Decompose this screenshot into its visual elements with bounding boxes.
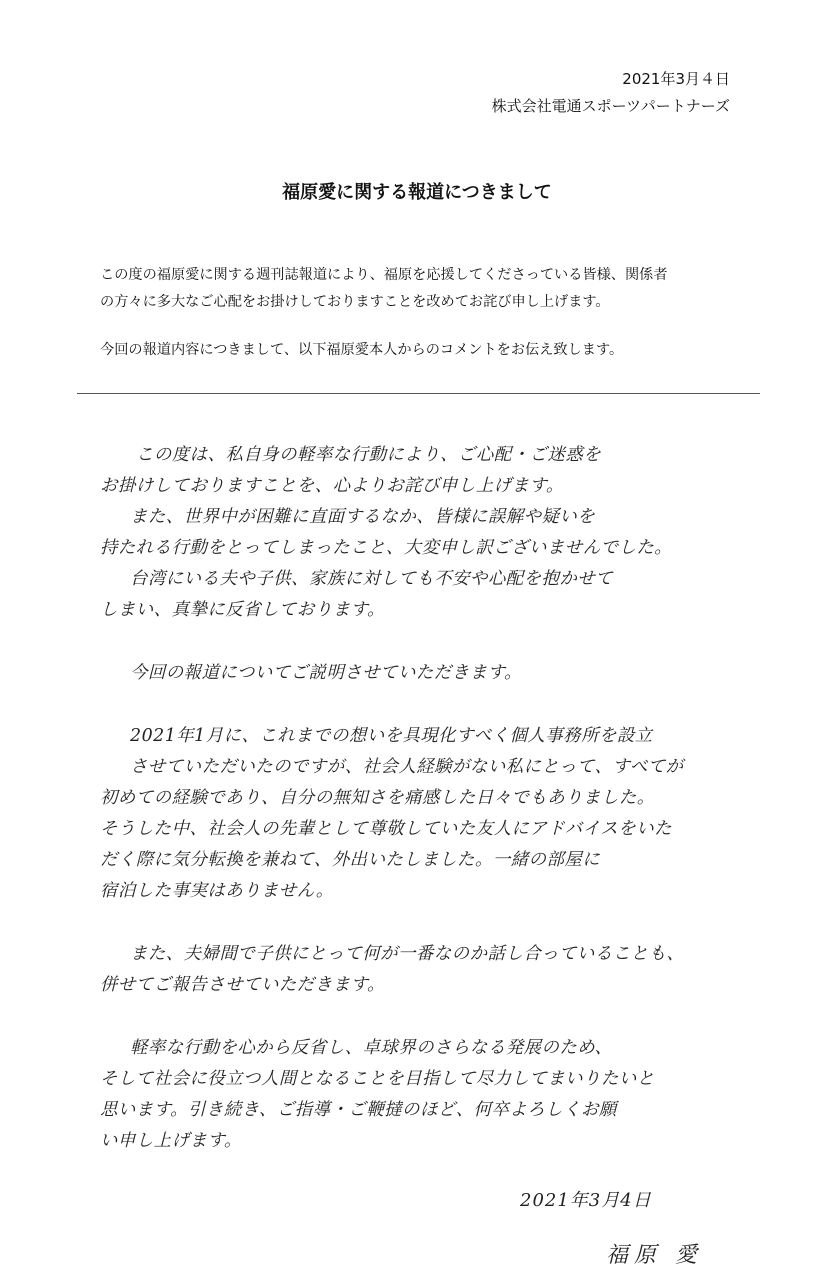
- letter-line: 思います。引き続き、ご指導・ご鞭撻のほど、何卒よろしくお願: [100, 1100, 617, 1120]
- letter-line: させていただいたのですが、社会人経験がない私にとって、すべてが: [130, 757, 684, 777]
- page-title: 福原愛に関する報道につきまして: [282, 182, 552, 203]
- letter-line: また、世界中が困難に直面するなか、皆様に誤解や疑いを: [130, 507, 596, 527]
- letter-line: 今回の報道についてご説明させていただきます。: [130, 663, 522, 683]
- letter-line: しまい、真摯に反省しております。: [100, 600, 385, 620]
- divider: [77, 393, 760, 394]
- letter-line: 持たれる行動をとってしまったこと、大変申し訳ございませんでした。: [100, 538, 673, 558]
- letter-line: い申し上げます。: [100, 1131, 242, 1151]
- letter-paragraph-3: [100, 721, 760, 907]
- letter-line: お掛けしておりますことを、心よりお詫び申し上げます。: [100, 476, 564, 496]
- intro-paragraph-1: [100, 262, 760, 316]
- company-name: 株式会社電通スポーツパートナーズ: [491, 97, 730, 115]
- letter-line: 初めての経験であり、自分の無知さを痛感した日々でもありました。: [100, 788, 655, 808]
- intro-line: の方々に多大なご心配をお掛けしておりますことを改めてお詫び申し上げます。: [100, 294, 610, 310]
- letter-paragraph-2: [100, 658, 760, 689]
- release-date: 2021年3月４日: [622, 70, 730, 88]
- letter-paragraph-5: [100, 1033, 760, 1157]
- handwritten-letter: [100, 440, 760, 1189]
- letter-line: 台湾にいる夫や子供、家族に対しても不安や心配を抱かせて: [130, 569, 614, 589]
- letter-line: そうした中、社会人の先輩として尊敬していた友人にアドバイスをいた: [100, 819, 672, 839]
- letter-line: 2021年1月に、これまでの想いを具現化すべく個人事務所を設立: [130, 726, 653, 746]
- letter-line: また、夫婦間で子供にとって何が一番なのか話し合っていることも、: [130, 944, 685, 964]
- letter-date: 2021年3月4日: [520, 1190, 652, 1211]
- letter-paragraph-1: [100, 440, 760, 626]
- letter-line: そして社会に役立つ人間となることを目指して尽力してまいりたいと: [100, 1069, 655, 1089]
- intro-paragraph-2: 今回の報道内容につきまして、以下福原愛本人からのコメントをお伝え致します。: [100, 342, 624, 358]
- signature: 福原 愛: [606, 1243, 703, 1268]
- intro-text: [100, 262, 760, 364]
- letter-line: 軽率な行動を心から反省し、卓球界のさらなる発展のため、: [130, 1038, 613, 1058]
- intro-line: この度の福原愛に関する週刊誌報道により、福原を応援してくださっている皆様、関係者: [100, 267, 668, 283]
- letter-line: この度は、私自身の軽率な行動により、ご心配・ご迷惑を: [136, 445, 602, 465]
- letter-paragraph-4: [100, 939, 760, 1001]
- letter-line: 併せてご報告させていただきます。: [100, 975, 385, 995]
- letter-line: 宿泊した事実はありません。: [100, 881, 334, 901]
- letterhead: [492, 66, 730, 120]
- letter-line: だく際に気分転換を兼ねて、外出いたしました。一緒の部屋に: [100, 850, 601, 870]
